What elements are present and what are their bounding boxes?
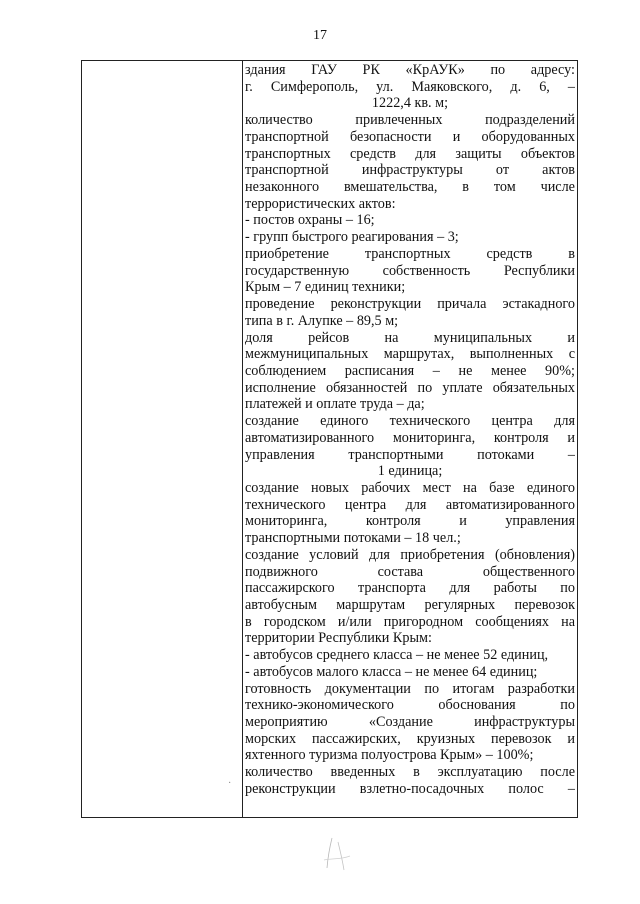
text-line: - постов охраны – 16; — [245, 212, 375, 229]
text-line: - автобусов среднего класса – не менее 52 единиц, — [245, 647, 549, 664]
text-line: приобретение транспортных средств в — [245, 245, 575, 262]
text-line: здания ГАУ РК «КрАУК» по адресу: — [245, 62, 575, 78]
left-column-cell — [82, 61, 242, 817]
page-number: 17 — [313, 28, 327, 43]
text-line: соблюдением расписания – не менее 90%; — [245, 362, 575, 379]
text-line: технико-экономического обоснования по — [245, 697, 575, 714]
text-line: - автобусов малого класса – не менее 64 единиц; — [245, 663, 538, 680]
text-line: - групп быстрого реагирования – 3; — [245, 229, 459, 246]
text-line: доля рейсов на муниципальных и — [245, 329, 575, 346]
text-line: мониторинга, контроля и управления — [245, 513, 575, 530]
text-line: пассажирского транспорта для работы по — [245, 580, 575, 597]
text-line: территории Республики Крым: — [245, 630, 432, 647]
text-line: межмуниципальных маршрутах, выполненных с — [245, 346, 575, 363]
text-line: транспортными потоками – 18 чел.; — [245, 530, 461, 547]
text-line: государственную собственность Республики — [245, 262, 575, 279]
text-line: реконструкции взлетно-посадочных полос – — [245, 780, 575, 797]
text-line: г. Симферополь, ул. Маяковского, д. 6, – — [245, 78, 575, 95]
text-line: количество введенных в эксплуатацию после — [245, 764, 575, 781]
text-line: незаконного вмешательства, в том числе — [245, 179, 575, 196]
text-line: создание единого технического центра для — [245, 413, 575, 430]
text-line: создание условий для приобретения (обновления) — [245, 546, 575, 563]
column-divider — [242, 61, 243, 817]
text-line: морских пассажирских, круизных перевозок и — [245, 730, 575, 747]
text-line: в городском и/или пригородном сообщениях на — [245, 613, 575, 630]
text-line: транспортной безопасности и оборудованных — [245, 128, 575, 145]
text-line: транспортной инфраструктуры от актов — [245, 162, 575, 179]
text-line: подвижного состава общественного — [245, 563, 575, 580]
right-column-cell — [245, 62, 575, 817]
text-line: террористических актов: — [245, 195, 396, 212]
text-line: 1 единица; — [377, 463, 443, 480]
text-line: автобусным маршрутам регулярных перевозок — [245, 597, 575, 613]
text-line: транспортных средств для защиты объектов — [245, 145, 575, 162]
margin-mark: · — [228, 778, 232, 789]
signature-mark — [318, 834, 358, 874]
text-line: исполнение обязанностей по уплате обязательных — [245, 379, 575, 396]
text-line: Крым – 7 единиц техники; — [245, 279, 406, 296]
text-line: 1222,4 кв. м; — [371, 95, 449, 112]
text-line: создание новых рабочих мест на базе единого — [245, 479, 575, 496]
text-line: количество привлеченных подразделений — [245, 112, 575, 129]
text-line: типа в г. Алупке – 89,5 м; — [245, 312, 399, 329]
text-line: управления транспортными потоками – — [245, 446, 575, 463]
text-line: готовность документации по итогам разработки — [245, 680, 575, 697]
text-line: мероприятию «Создание инфраструктуры — [245, 714, 575, 731]
text-line: проведение реконструкции причала эстакадного — [245, 296, 575, 313]
content-table — [81, 60, 578, 818]
text-line: яхтенного туризма полуострова Крым» – 100%; — [245, 747, 534, 764]
text-line: платежей и оплате труда – да; — [245, 396, 425, 413]
text-line: автоматизированного мониторинга, контроля и — [245, 429, 575, 446]
text-line: технического центра для автоматизированного — [245, 496, 575, 513]
